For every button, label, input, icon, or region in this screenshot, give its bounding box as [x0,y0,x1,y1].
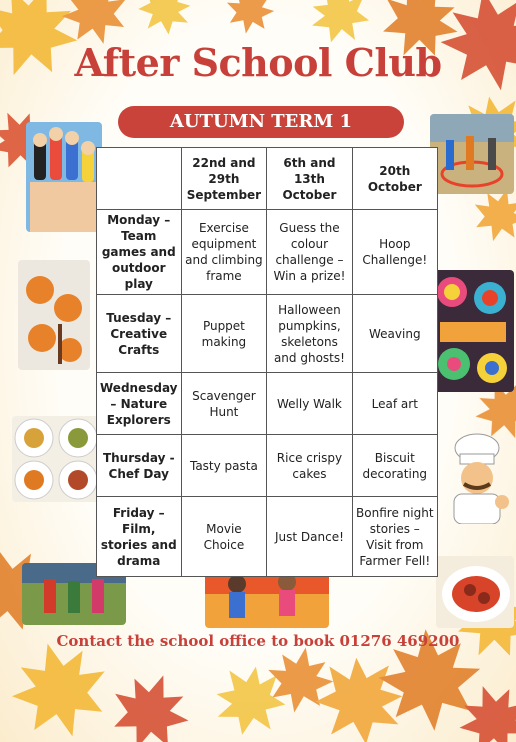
children-hoop-photo [430,114,514,194]
activity-cell: Biscuit decorating [352,435,437,497]
column-header: 6th and 13th October [267,148,352,210]
activity-cell: Guess the colour challenge – Win a prize! [267,210,352,295]
table-row [97,373,438,435]
activity-cell: Weaving [352,295,437,373]
day-cell: Tuesday – Creative Crafts [97,295,182,373]
contact-line: Contact the school office to book 01276 469200 [56,632,460,650]
activity-cell: Rice crispy cakes [267,435,352,497]
pasta-photo [436,556,514,628]
activity-cell: Hoop Challenge! [352,210,437,295]
day-cell: Friday – Film, stories and drama [97,497,182,577]
day-cell: Thursday - Chef Day [97,435,182,497]
pumpkin-crafts-photo [18,260,90,370]
day-cell: Monday – Team games and outdoor play [97,210,182,295]
finger-puppets-photo [26,122,102,232]
activity-cell: Movie Choice [181,497,267,577]
activity-cell: Puppet making [181,295,267,373]
activity-cell: Welly Walk [267,373,352,435]
day-cell: Wednesday – Nature Explorers [97,373,182,435]
activity-cell: Scavenger Hunt [181,373,267,435]
activity-cell: Tasty pasta [181,435,267,497]
activity-cell: Leaf art [352,373,437,435]
table-row [97,435,438,497]
table-row [97,497,438,577]
activity-cell: Exercise equipment and climbing frame [181,210,267,295]
column-header: 20th October [352,148,437,210]
activity-cell: Halloween pumpkins, skeletons and ghosts! [267,295,352,373]
activity-cell: Bonfire night stories – Visit from Farmer Fell! [352,497,437,577]
term-banner: AUTUMN TERM 1 [118,106,404,138]
table-row [97,210,438,295]
schedule-table [96,147,438,577]
table-header-row [97,148,438,210]
table-row [97,295,438,373]
weaving-photo [432,270,514,392]
page-title: After School Club [74,40,442,85]
leaf-art-plates-photo [12,416,100,502]
column-header: 22nd and 29th September [181,148,267,210]
column-header [97,148,182,210]
chef-cartoon [440,430,514,524]
activity-cell: Just Dance! [267,497,352,577]
